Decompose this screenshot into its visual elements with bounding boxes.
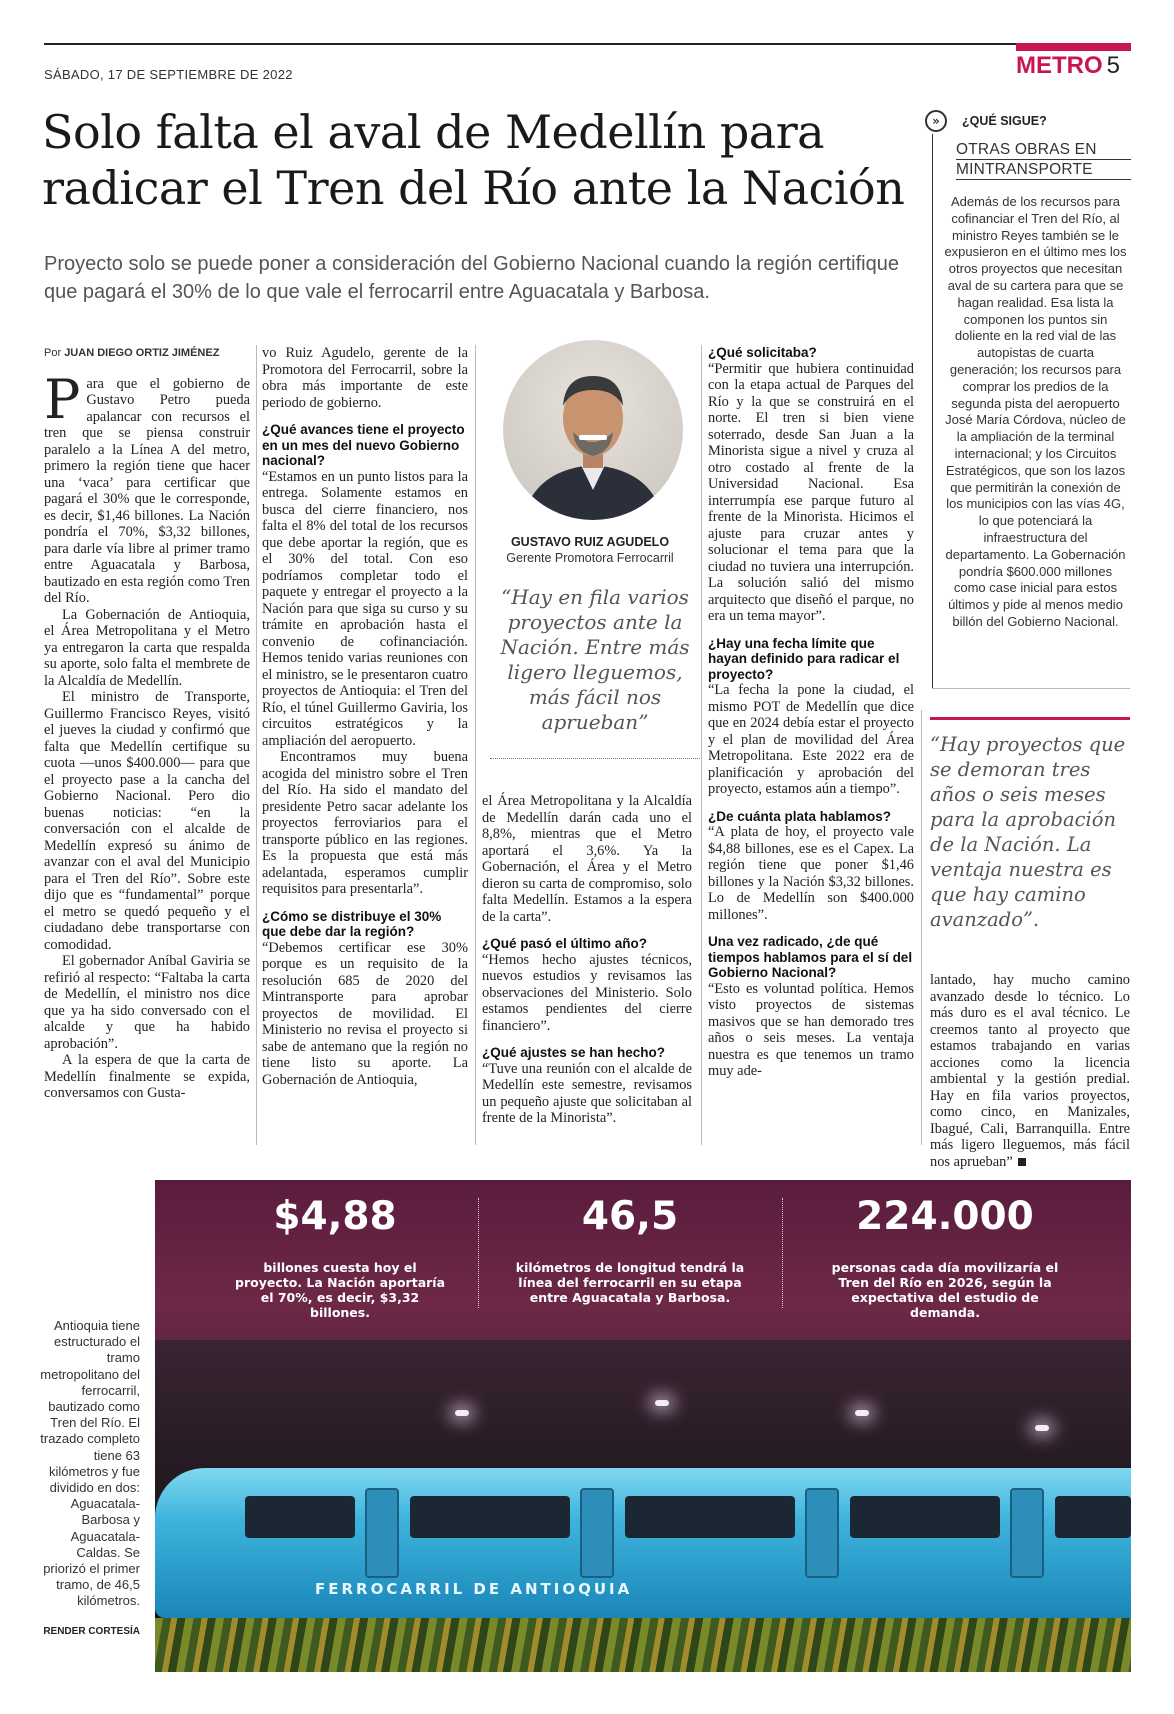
deck: Proyecto solo se puede poner a consideración del Gobierno Nacional cuando la región certifique que pagará el 30% de lo que vale el ferrocarril entre Aguacatala y Barbosa. [44,253,899,303]
interview-question: ¿Cómo se distribuye el 30% que debe dar la región? [262,908,442,939]
issue-date: SÁBADO, 17 DE SEPTIEMBRE DE 2022 [44,67,293,82]
train-window [245,1496,355,1538]
headline: Solo falta el aval de Medellín para radicar el Tren del Río ante la Nación [42,105,905,215]
sidebar-kicker: ¿QUÉ SIGUE? [962,114,1047,128]
infographic [155,1180,1131,1672]
stat-length-text: kilómetros de longitud tendrá la línea del ferrocarril en su etapa entre Aguacatala y Barbosa. [515,1260,745,1305]
stat-divider [478,1198,479,1308]
section-bar [1016,43,1131,51]
photo-caption-name: GUSTAVO RUIZ AGUDELO [510,535,670,549]
top-rule [44,43,1131,45]
section-name: METRO [1016,52,1103,79]
train-door [365,1488,399,1578]
sidebar-title [956,140,1131,180]
article-column-4 [708,345,914,1080]
interview-answer: Encontramos muy buena acogida del ministro sobre el Tren del Río. Ha sido el mandato del presidente Petro sacar adelante los proyectos ferroviarios para el transporte público en las regiones. Es la propuesta que está más adelantada, esperamos cumplir requisitos para presentarla”. [262,749,468,897]
portrait-illustration [503,340,683,520]
train-window [850,1496,1000,1538]
column-rule [921,710,922,1145]
stat-riders-value: 224.000 [856,1194,1034,1239]
article-column-3 [482,793,692,1127]
sidebar-body: Además de los recursos para cofinanciar el Tren del Río, al ministro Reyes también se le expusieron en el último mes los otros proyectos que necesitan aval de su cartera para que se hagan realidad. Esa lista la componen los puntos sin doliente en la red vial de las autopistas de cuarta generación; los recursos para comprar los predios de la segunda pista del aeropuerto José María Córdova, núcleo de la ampliación de la terminal internacional; y los Circuitos Estratégicos, que son los lazos que permitirán la conexión de los municipios con las vías 4G, lo que potenciará la infraestructura del departamento. La Gobernación pondría $600.000 millones como case inicial para estos últimos y pide al menos medio billón del Gobierno Nacional. [944,194,1127,629]
interview-answer: “A plata de hoy, el proyecto vale $4,88 billones, ese es el Capex. La región tiene que poner $1,46 billones y la Nación $3,32 billones. Lo de Medellín son $400.000 millones”. [708,824,914,923]
byline-author: JUAN DIEGO ORTIZ JIMÉNEZ [64,347,220,359]
interview-question: ¿Qué avances tiene el proyecto en un mes del nuevo Gobierno nacional? [262,422,465,468]
interview-answer: el Área Metropolitana y la Alcaldía de Medellín darán cada uno el 8,8%, mientras que el Metro aportará el 3,6%. Ya la Gobernación, el Área y el Metro dieron su carta de compromiso, solo falta Medellín. Estamos a la espera de la carta”. [482,793,692,925]
train-window [625,1496,795,1538]
column-rule [701,345,702,1145]
sidebar-rule [932,134,933,689]
body-paragraph: El gobernador Aníbal Gaviria se refirió al respecto: “Faltaba la carta de Medellín, el ministro nos dice que ya ha sido conversado con el alcalde y que ha habido aprobación”. [44,953,250,1052]
stat-cost-text: billones cuesta hoy el proyecto. La Nación aportaría el 70%, es decir, $3,32 billones. [235,1260,446,1320]
interview-answer: “La fecha la pone la ciudad, el mismo POT de Medellín que dice que en 2024 debía estar el proyecto y el plan de movilidad del Área Metropolitana. Este 2022 era de planificación y aprobación del proyecto, estamos aún a tiempo”. [708,682,914,797]
train-door [1010,1488,1044,1578]
article-column-5 [930,972,1130,1170]
interview-answer: “Permitir que hubiera continuidad con la etapa actual de Parques del Río y la que se construirá en el norte. El tren si bien viene soterrado, desde San Juan a la Minorista sigue a nivel y cruza al otro costado al frente de la Universidad Nacional. Esa interrumpía ese parque futuro al frente de la Minorista. Hicimos el ajuste para cruzar antes y solucionar el tema para que la ciudad no tuviera una interrupción. La solución salió del mismo arquitecto que diseñó el parque, no era un tema mayor”. [708,360,914,624]
stat-riders-text: personas cada día movilizaría el Tren del Río en 2026, según la expectativa del estudio de demanda. [831,1260,1059,1320]
interview-question: ¿De cuánta plata hablamos? [708,808,892,824]
train-window [410,1496,570,1538]
interview-answer: “Hemos hecho ajustes técnicos, nuevos estudios y revisamos las observaciones del Ministerio. Solo estamos pendientes del cierre financiero”. [482,951,692,1034]
body-paragraph: vo Ruiz Agudelo, gerente de la Promotora del Ferrocarril, sobre la obra más importante de este periodo de gobierno. [262,345,468,411]
portrait-photo [503,340,683,520]
pull-quote: “Hay en fila varios proyectos ante la Nación. Entre más ligero lleguemos, más fácil nos aprueban” [500,585,690,734]
image-caption: Antioquia tiene estructurado el tramo metropolitano del ferrocarril, bautizado como Tren del Río. El trazado completo tiene 63 kilómetros y fue dividido en dos: Aguacatala-Barbosa y Aguacatala-Caldas. Se priorizó el primer tramo, de 46,5 kilómetros. [40,1318,140,1609]
train-render [155,1468,1131,1618]
interview-question: ¿Qué pasó el último año? [482,936,648,951]
section-label [1016,52,1120,80]
train-door [580,1488,614,1578]
train-label: FERROCARRIL DE ANTIOQUIA [315,1580,633,1598]
interview-answer: “Debemos certificar ese 30% porque es un requisito de la resolución 685 de 2020 del Mintransporte para aprobar proyectos de movilidad. El Ministerio no revisa el proyecto si sabe de antemano que la región no tiene listo su aporte. La Gobernación de Antioquia, [262,939,468,1088]
chevrons-right-icon: » [925,110,947,132]
closing-text: lantado, hay mucho camino avanzado desde lo técnico. Lo más duro es el aval técnico. Le creemos tanto al proyecto que estamos trabajando en varias acciones como la licencia ambiental y la gestión predial. Hay en fila varios proyectos, como cinco, en Manizales, Ibagué, Cali, Barranquilla. Entre más ligero lleguemos, más fácil nos aprueban” [930,972,1130,1170]
interview-answer: “Tuve una reunión con el alcalde de Medellín este semestre, revisamos un pequeño ajuste que solicitaban al frente de la Minorista”. [482,1060,692,1126]
lead-paragraph [44,367,250,607]
column-rule [475,345,476,1145]
page-number: 5 [1106,52,1121,79]
interview-question: ¿Hay una fecha límite que hayan definido para radicar el proyecto? [708,635,900,682]
lead-text: ara que el gobierno de Gustavo Petro pueda apalancar con recursos el tren que se piensa construir paralelo a la Línea A del metro, primero la región tiene que hacer una ‘vaca’ para certificar que pagará el 30% que le corresponde, es decir, $1,46 billones. La Nación pondría el 70%, $3,32 billones, para darle vía libre al primer tramo entre Aguacatala y Barbosa, bautizado en esta región como Tren del Río. [44,375,250,606]
body-paragraph: La Gobernación de Antioquia, el Área Metropolitana y el Metro ya entregaron la carta que respalda su aporte, solo falta el membrete de la Alcaldía de Medellín. [44,606,250,689]
stat-divider [782,1198,783,1308]
end-mark [1018,1158,1026,1166]
article-column-1 [44,345,250,1102]
body-paragraph: El ministro de Transporte, Guillermo Francisco Reyes, visitó el jueves la ciudad y confirmó que falta que Medellín certifique su cuota —unos $400.000— para que el proyecto pase a la cancha del Gobierno Nacional. Pero dio buenas noticias: “en la conversación con el alcalde de Medellín expresó su ánimo de avanzar con el aval del Municipio para el Tren del Río”. Sobre este dijo que es “fundamental” porque el metro se quedó pequeño y el ciudadano debe transportarse con comodidad. [44,689,250,953]
ceiling-light [655,1400,669,1406]
column-rule [256,345,257,1145]
interview-question: ¿Qué ajustes se han hecho? [482,1045,666,1060]
ceiling-light [1035,1425,1049,1431]
byline-prefix: Por [44,347,62,359]
interview-answer: “Esto es voluntad política. Hemos visto proyectos de sistemas masivos que se han demorado tres años o seis meses. La ventaja nuestra es que tenemos un tramo muy ade- [708,980,914,1079]
ceiling-light [455,1410,469,1416]
pull-quote-2: “Hay proyectos que se demoran tres años o seis meses para la aprobación de la Nación. La ventaja nuestra es que hay camino avanzado”. [930,733,1126,931]
interview-question: ¿Qué solicitaba? [708,345,817,360]
body-paragraph: A la espera de que la carta de Medellín finalmente se expida, conversamos con Gusta- [44,1052,250,1101]
closing-paragraph [930,972,1130,1170]
byline [44,345,250,362]
sidebar-title-line-1: OTRAS OBRAS EN [956,140,1131,160]
train-window [1055,1496,1131,1538]
ceiling-light [855,1410,869,1416]
pull-quote-rule [490,758,700,759]
article-column-2 [262,345,468,1088]
pull-quote-rule [930,717,1130,720]
stat-length-value: 46,5 [581,1194,679,1239]
interview-answer: “Estamos en un punto listos para la entrega. Solamente estamos en busca del cierre financiero, nos falta el 8% del total de los recursos que debe aportar la región, que es el 30% del total. Con eso podríamos completar todo el paquete y entregar el proyecto a la Nación para que siga su curso y su trámite en aprobación hasta el convenio de cofinanciación. Hemos tenido varias reuniones con el ministro, se le presentaron cuatro proyectos de Antioquia: el Tren del Río, el túnel Guillermo Gaviria, los circuitos estratégicos y la ampliación del aeropuerto. [262,468,468,749]
train-door [805,1488,839,1578]
drop-cap: P [44,367,81,431]
sidebar-bottom-rule [932,688,1130,689]
plants-foreground [155,1618,1131,1672]
image-credit: RENDER CORTESÍA [43,1626,140,1637]
interview-question: Una vez radicado, ¿de qué tiempos hablamos para el sí del Gobierno Nacional? [708,934,913,980]
photo-caption-role: Gerente Promotora Ferrocarril [506,551,674,565]
sidebar-title-line-2: MINTRANSPORTE [956,160,1131,180]
stat-cost-value: $4,88 [273,1194,397,1239]
